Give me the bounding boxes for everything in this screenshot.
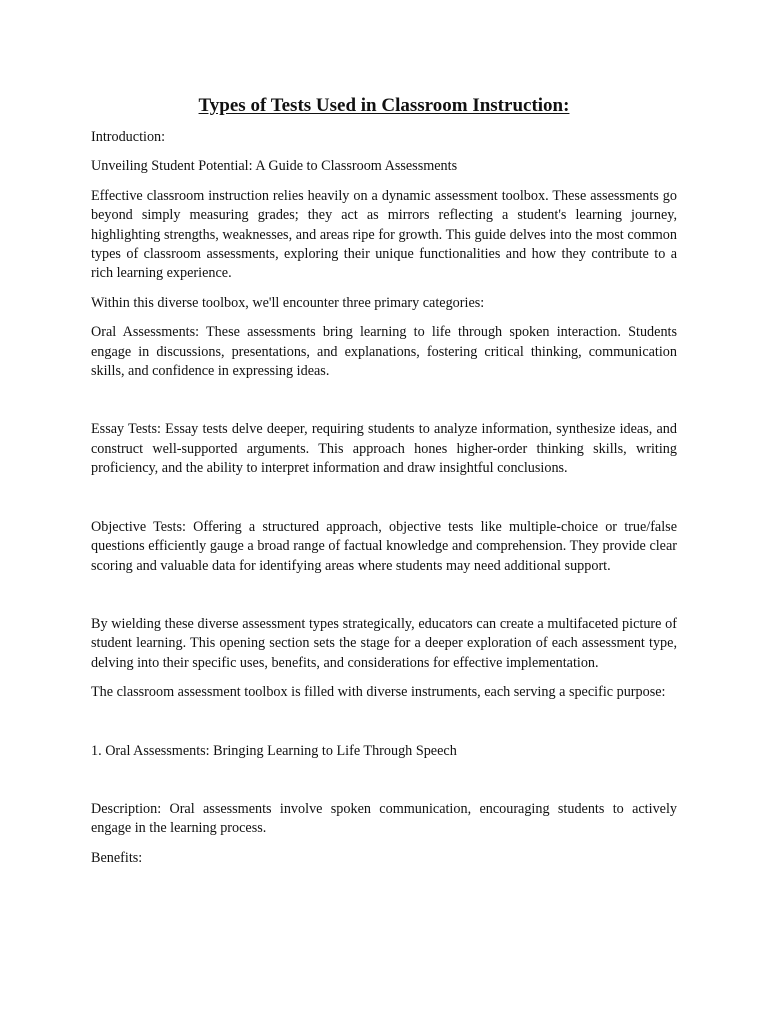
paragraph-oral-assessments: Oral Assessments: These assessments bring learning to life through spoken interaction. Students engage in discussions, presentations, and explanations, fostering critical thinking, communication skills, and confidence in expressing ideas. xyxy=(91,324,677,380)
paragraph-effective-instruction: Effective classroom instruction relies heavily on a dynamic assessment toolbox. These assessments go beyond simply measuring grades; they act as mirrors reflecting a student's learning journey, highlighting strengths, weaknesses, and areas ripe for growth. This guide delves into the most common types of classroom assessments, exploring their unique functionalities and how they contribute to a rich learning experience. xyxy=(91,187,677,282)
document-title: Types of Tests Used in Classroom Instruction: xyxy=(198,95,570,116)
paragraph-essay-tests: Essay Tests: Essay tests delve deeper, requiring students to analyze information, synthesize ideas, and construct well-supported arguments. This approach hones higher-order thinking skills, writing proficiency, and the ability to interpret information and draw insightful conclusions. xyxy=(91,421,677,477)
intro-label: Introduction: xyxy=(91,129,166,145)
paragraph-objective-tests: Objective Tests: Offering a structured approach, objective tests like multiple-choice or true/false questions efficiently gauge a broad range of factual knowledge and comprehension. They provide clear scoring and valuable data for identifying areas where students may need additional support. xyxy=(91,518,677,574)
benefits-label: Benefits: xyxy=(91,849,143,866)
document-page xyxy=(91,94,677,868)
paragraph-strategic-use: By wielding these diverse assessment types strategically, educators can create a multifaceted picture of student learning. This opening section sets the stage for a deeper exploration of each assessment type, delving into their specific uses, benefits, and considerations for effective implementation. xyxy=(91,615,677,671)
paragraph-categories-intro: Within this diverse toolbox, we'll encounter three primary categories: xyxy=(91,294,485,311)
subtitle-line: Unveiling Student Potential: A Guide to Classroom Assessments xyxy=(91,158,458,175)
section-heading-oral: 1. Oral Assessments: Bringing Learning to Life Through Speech xyxy=(91,742,457,759)
paragraph-toolbox: The classroom assessment toolbox is filled with diverse instruments, each serving a specific purpose: xyxy=(91,684,666,701)
paragraph-oral-description: Description: Oral assessments involve spoken communication, encouraging students to actively engage in the learning process. xyxy=(91,800,677,837)
